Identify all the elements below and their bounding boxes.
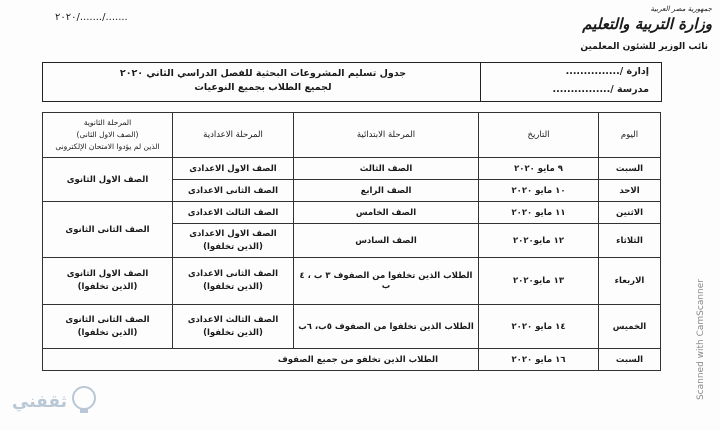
- title-area: [43, 67, 483, 95]
- table-row: [43, 158, 661, 180]
- header-day: اليوم: [599, 113, 661, 158]
- cell-day: الاربعاء: [599, 258, 661, 305]
- cell-prep-line1: الصف الثانى الاعدادى: [187, 269, 279, 279]
- cell-secondary-group-2: الصف الثانى الثانوى: [43, 202, 173, 258]
- cell-date: ١٠ مايو ٢٠٢٠: [479, 180, 599, 202]
- cell-date: ١٣ مايو٢٠٢٠: [479, 258, 599, 305]
- cell-merged: الطلاب الذين تخلفو من جميع الصفوف: [43, 349, 479, 371]
- cell-secondary-line2: (الذين تخلفوا): [77, 282, 138, 292]
- cell-prep-line2: (الذين تخلفوا): [203, 241, 263, 252]
- cell-primary: الطلاب الذين تخلفوا من الصفوف ٥ب، ٦ب: [294, 305, 479, 349]
- cell-day: الاحد: [599, 180, 661, 202]
- brand-logo: [8, 383, 98, 417]
- cell-prep: الصف الثالث الاعدادى: [173, 202, 294, 224]
- table-row: [43, 202, 661, 224]
- cell-date: ١٦ مايو ٢٠٢٠: [479, 349, 599, 371]
- cell-prep: [173, 305, 294, 349]
- cell-prep-line2: (الذين تخلفوا): [203, 327, 263, 338]
- title-box: [42, 62, 662, 102]
- table-header-row: [43, 113, 661, 158]
- cell-prep-line1: الصف الثالث الاعدادى: [187, 314, 279, 325]
- cell-date: ١٤ مايو ٢٠٢٠: [479, 305, 599, 349]
- table-row: [43, 305, 661, 349]
- cell-secondary-line1: الصف الاول الثانوى: [66, 269, 149, 279]
- cell-day: الثلاثاء: [599, 224, 661, 258]
- cell-day: السبت: [599, 158, 661, 180]
- schedule-subtitle: لجميع الطلاب بجميع النوعيات: [194, 82, 332, 93]
- cell-date: ٩ مايو ٢٠٢٠: [479, 158, 599, 180]
- cell-primary: الصف الرابع: [294, 180, 479, 202]
- brand-text: ثقفني: [12, 392, 67, 412]
- cell-secondary-group-1: الصف الاول الثانوى: [43, 158, 173, 202]
- admin-label: إدارة /...............: [565, 66, 649, 77]
- header-date: التاريخ: [479, 113, 599, 158]
- cell-secondary-line2: (الذين تخلفوا): [77, 327, 138, 338]
- table-row: [43, 258, 661, 305]
- cell-prep: [173, 258, 294, 305]
- cell-prep-line1: الصف الاول الاعدادى: [189, 228, 277, 239]
- cell-secondary: [43, 305, 173, 349]
- bulb-base: [80, 408, 88, 413]
- camscanner-watermark: Scanned with CamScanner: [696, 278, 706, 400]
- cell-date: ١١ مايو ٢٠٢٠: [479, 202, 599, 224]
- cell-day: الاثنين: [599, 202, 661, 224]
- cell-primary: الصف الخامس: [294, 202, 479, 224]
- cell-prep: [173, 224, 294, 258]
- cell-prep: الصف الثانى الاعدادى: [173, 180, 294, 202]
- ministry-header: [527, 5, 712, 52]
- schedule-table: [42, 112, 661, 371]
- cell-primary: الصف السادس: [294, 224, 479, 258]
- school-label: مدرسة /................: [552, 84, 649, 95]
- date-blank: ٢٠٢٠/......./.......: [55, 12, 128, 23]
- admin-school-box: [480, 63, 661, 101]
- header-secondary: [43, 113, 173, 158]
- cell-primary: الصف الثالث: [294, 158, 479, 180]
- header-secondary-l2: (الصف الاول الثانى): [76, 130, 139, 139]
- table-row: [43, 349, 661, 371]
- header-secondary-l1: المرحلة الثانوية: [83, 118, 132, 127]
- cell-primary: الطلاب الذين تخلفوا من الصفوف ٣ ب ، ٤ ب: [294, 258, 479, 305]
- cell-secondary-line1: الصف الثانى الثانوى: [65, 314, 150, 325]
- ministry-name: وزارة التربية والتعليم: [582, 15, 712, 33]
- cell-secondary: [43, 258, 173, 305]
- deputy-title: نائب الوزير للشئون المعلمين: [580, 42, 708, 52]
- header-primary: المرحلة الابتدائية: [294, 113, 479, 158]
- bulb-icon: [73, 387, 95, 409]
- header-secondary-l3: الذين لم يؤدوا الامتحان الإلكترونى: [55, 142, 160, 151]
- cell-prep: الصف الاول الاعدادى: [173, 158, 294, 180]
- cell-prep-line2: (الذين تخلفوا): [203, 282, 263, 292]
- header-prep: المرحلة الاعدادية: [173, 113, 294, 158]
- schedule-title: جدول تسليم المشروعات البحثية للفصل الدراسي الثاني ٢٠٢٠: [119, 68, 407, 79]
- cell-day: الخميس: [599, 305, 661, 349]
- cell-day: السبت: [599, 349, 661, 371]
- cell-date: ١٢ مايو٢٠٢٠: [479, 224, 599, 258]
- seal-line: جمهورية مصر العربية: [650, 5, 712, 13]
